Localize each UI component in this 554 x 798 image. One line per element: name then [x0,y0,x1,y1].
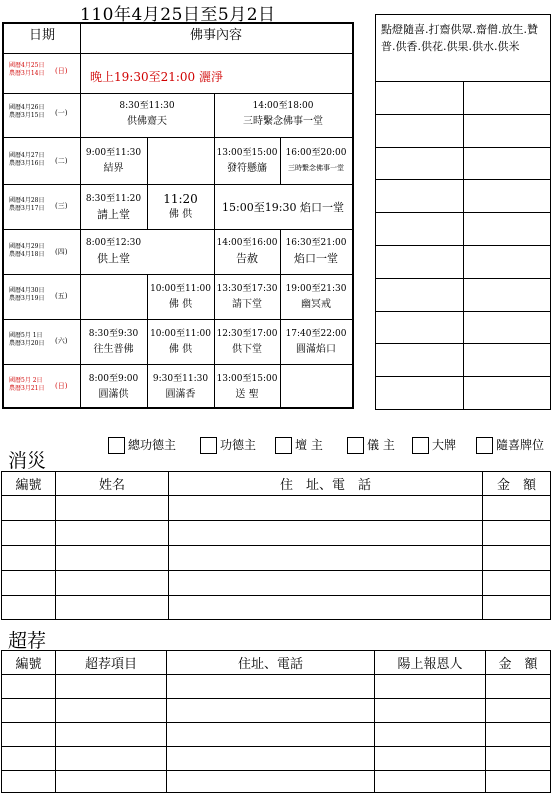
offering-grid-cell[interactable] [376,343,463,376]
chaojian-table [1,650,551,793]
event: 10:00至11:00 佛 供 [150,284,211,310]
header-date: 日期 [28,28,55,43]
weekday: (日) [55,67,68,75]
offering-grid-cell[interactable] [376,278,463,311]
option-label: 壇 主 [295,438,323,452]
event: 16:00至20:00 三時繫念佛事一堂 [285,148,347,172]
event: 19:00至21:30 幽冥戒 [285,284,347,310]
event: 14:00至16:00 告赦 [216,238,278,265]
section-title-chaojian: 超荐 [8,630,47,652]
checkbox-icon[interactable] [412,437,429,454]
checkbox-icon[interactable] [275,437,292,454]
event: 8:30至9:30 往生普佛 [88,329,139,355]
col-header: 金 額 [486,651,551,675]
col-header: 金 額 [483,472,551,496]
table-row[interactable] [2,771,551,793]
offering-grid-cell[interactable] [463,114,550,147]
event: 9:30至11:30 圓滿香 [152,374,209,400]
event: 10:00至11:00 佛 供 [150,329,211,355]
event: 13:00至15:00 發符懸旛 [216,148,278,174]
table-row[interactable] [2,723,551,747]
section-title-xiaozai: 消災 [8,450,47,472]
col-header: 住址、電話 [167,651,375,675]
event: 13:30至17:30 請下堂 [216,284,278,310]
option-label: 大牌 [432,438,457,452]
offering-list: 點燈隨喜.打齋供眾.齋僧.放生.贊普.供香.供花.供果.供水.供米 [381,23,538,53]
event: 8:30至11:30 供佛齋天 [119,101,175,127]
page-title: 110年4月25日至5月2日 [80,5,276,25]
offering-grid-cell[interactable] [376,245,463,278]
option-checkbox[interactable] [347,436,395,454]
offering-grid-cell[interactable] [463,278,550,311]
header-content: 佛事內容 [189,28,242,43]
table-row[interactable] [2,675,551,699]
table-row[interactable] [2,747,551,771]
option-label: 儀 主 [367,438,395,452]
option-checkbox[interactable] [108,436,176,454]
offering-grid-cell[interactable] [463,311,550,344]
offering-grid-cell[interactable] [376,147,463,180]
offering-grid-cell[interactable] [463,147,550,180]
date-cell: 國曆4月30日 農曆3月19日 (五) [9,287,68,302]
option-label: 功德主 [220,438,257,452]
offering-grid-cell[interactable] [463,179,550,212]
checkbox-icon[interactable] [200,437,217,454]
col-header: 編號 [2,472,56,496]
date-cell: 國曆5月 1日 農曆3月20日 (六) [9,332,68,347]
event: 12:30至17:00 供下堂 [216,329,278,355]
table-row[interactable] [2,699,551,723]
date-cell: 國曆4月29日 農曆4月18日 (四) [9,243,68,258]
event-name: 灑淨 [199,70,224,84]
checkbox-icon[interactable] [476,437,493,454]
option-label: 隨喜牌位 [496,438,545,452]
offering-grid-cell[interactable] [376,212,463,245]
offering-grid-cell[interactable] [376,179,463,212]
event: 13:00至15:00 送 聖 [216,374,278,400]
offering-grid-cell[interactable] [376,114,463,147]
col-header: 陽上報恩人 [375,651,486,675]
checkbox-icon[interactable] [347,437,364,454]
date-cell: 國曆4月28日 農曆3月17日 (三) [9,197,68,212]
table-row[interactable] [2,596,551,620]
event: 11:20 佛 供 [163,192,198,220]
col-header: 姓名 [56,472,169,496]
date-cell [9,62,68,78]
offering-grid-cell[interactable] [463,212,550,245]
date-cell: 國曆4月27日 農曆3月16日 (二) [9,152,68,167]
option-checkbox[interactable] [476,436,544,454]
table-row[interactable] [2,521,551,546]
date-cell: 國曆5月 2日 農曆3月21日 (日) [9,377,68,392]
offering-grid-cell[interactable] [463,245,550,278]
event-time: 晚上19:30至21:00 灑淨 [90,70,224,84]
col-header: 超荐項目 [56,651,167,675]
event: 8:30至11:20 請上堂 [85,194,142,221]
offering-grid-cell[interactable] [376,311,463,344]
table-row[interactable] [2,546,551,571]
offering-box [375,14,551,410]
event: 15:00至19:30 焰口一堂 [222,201,344,214]
event: 8:00至9:00 圓滿供 [88,374,139,400]
offering-grid [376,81,550,409]
table-row[interactable] [2,571,551,596]
date-lunar: 農曆3月14日 [9,70,45,77]
col-header: 編號 [2,651,56,675]
offering-grid-cell[interactable] [463,343,550,376]
date-cell: 國曆4月26日 農曆3月15日 (一) [9,104,68,119]
offering-grid-cell[interactable] [376,81,463,114]
event: 17:40至22:00 圓滿焰口 [285,329,347,355]
event: 9:00至11:30 結界 [85,148,142,174]
event: 14:00至18:00 三時繫念佛事一堂 [243,101,323,127]
checkbox-icon[interactable] [108,437,125,454]
xiaozai-table [1,471,551,620]
offering-grid-cell[interactable] [463,376,550,409]
option-checkbox[interactable] [412,436,456,454]
event: 8:00至12:30 供上堂 [85,238,142,265]
schedule-table [2,22,354,409]
event: 16:30至21:00 焰口一堂 [285,238,347,265]
offering-grid-cell[interactable] [463,81,550,114]
offering-grid-cell[interactable] [376,376,463,409]
option-checkbox[interactable] [200,436,256,454]
option-checkbox[interactable] [275,436,323,454]
option-label: 總功德主 [128,438,177,452]
date-solar: 國曆4月25日 [9,62,45,69]
table-row[interactable] [2,496,551,521]
col-header: 住 址、電 話 [169,472,483,496]
